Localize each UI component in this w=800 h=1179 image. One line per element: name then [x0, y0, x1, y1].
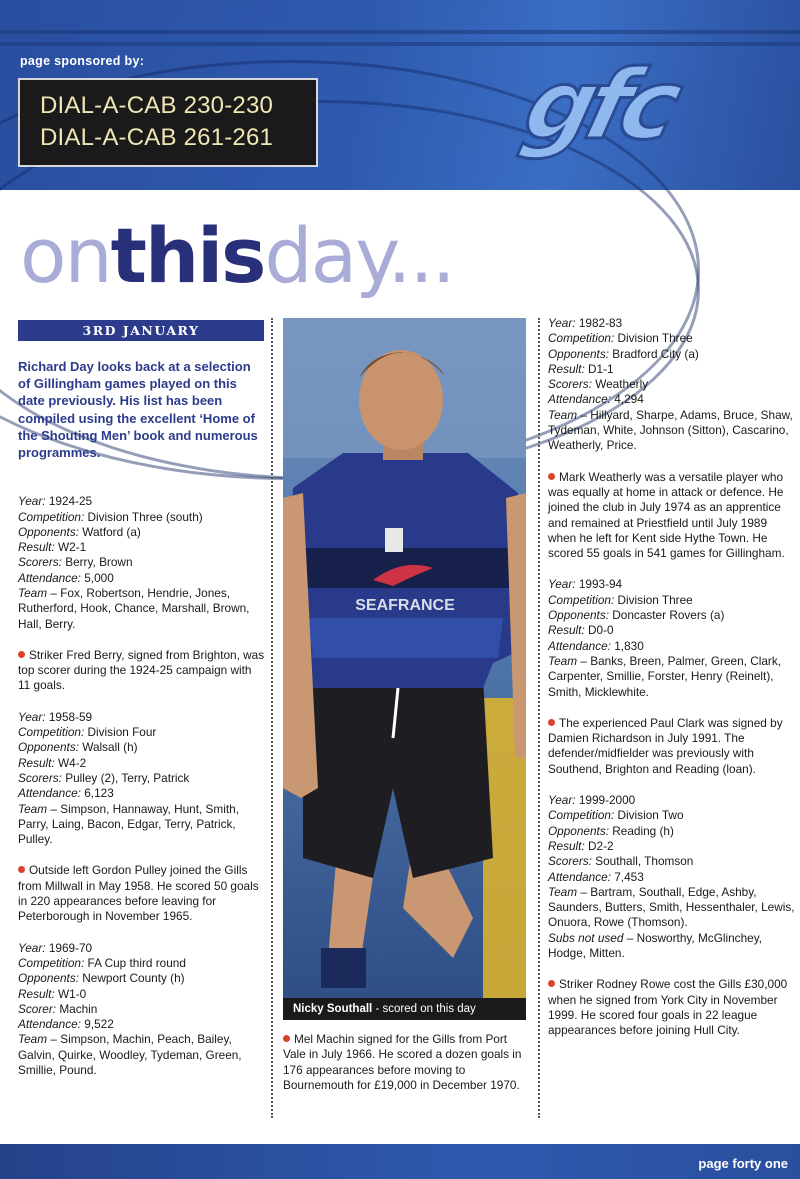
bullet-icon	[548, 473, 555, 480]
date-heading: 3RD JANUARY	[18, 320, 264, 341]
entry-note: Striker Fred Berry, signed from Brighton, was top scorer during the 1924-25 campaign with 11 goals.	[18, 647, 265, 693]
team-row: Team – Simpson, Hannaway, Hunt, Smith, Parry, Laing, Bacon, Edgar, Terry, Patrick, Pulley.	[18, 801, 239, 847]
title-part-on: on	[20, 211, 111, 300]
entry-note: Striker Rodney Rowe cost the Gills £30,000 when he signed from York City in November 1999. He scored four goals in 22 league appearances before joining Hull City.	[548, 977, 788, 1038]
competition-row: Competition: FA Cup third round	[18, 955, 186, 970]
year-row: Year: 1993-94	[548, 577, 623, 592]
entry-note: Mark Weatherly was a versatile player who was equally at home in attack or defence. He joined the club in July 1974 as an apprentice and remained at Priestfield until July 1989 when he left for Kent side Hythe Town. He scored 55 goals in 541 games for Gillingham.	[548, 469, 785, 561]
match-entry	[18, 941, 266, 1079]
opponents-row: Opponents: Bradford City (a)	[548, 346, 699, 361]
club-logo	[513, 20, 795, 180]
team-row: Team – Hillyard, Sharpe, Adams, Bruce, Shaw, Tydeman, White, Johnson (Sitton), Cascarino, Weatherly, Price.	[548, 407, 793, 453]
year-row: Year: 1958-59	[18, 709, 93, 724]
attendance-row: Attendance: 4,294	[548, 392, 644, 407]
competition-row: Competition: Division Four	[18, 725, 157, 740]
opponents-row: Opponents: Newport County (h)	[18, 971, 185, 986]
caption-text: - scored on this day	[375, 1003, 476, 1015]
page-number: page forty one	[698, 1156, 788, 1171]
result-row: Result: D0-0	[548, 623, 614, 638]
caption-name: Nicky Southall	[293, 1003, 373, 1015]
page-title	[20, 206, 454, 306]
column-divider	[271, 318, 273, 1118]
opponents-row: Opponents: Walsall (h)	[18, 740, 138, 755]
shirt-sponsor-text: SEAFRANCE	[355, 597, 455, 614]
match-entry	[548, 793, 796, 961]
attendance-row: Attendance: 6,123	[18, 786, 114, 801]
opponents-row: Opponents: Doncaster Rovers (a)	[548, 608, 725, 623]
sponsor-label: page sponsored by:	[20, 54, 145, 68]
scorers-row: Scorers: Weatherly	[548, 377, 649, 392]
sponsor-line: DIAL-A-CAB 261-261	[40, 124, 274, 151]
bullet-icon	[18, 651, 25, 658]
bullet-icon	[283, 1035, 290, 1042]
title-part-day: day...	[264, 211, 454, 300]
player-photo	[283, 318, 526, 998]
attendance-row: Attendance: 9,522	[18, 1017, 114, 1032]
competition-row: Competition: Division Three	[548, 592, 693, 607]
attendance-row: Attendance: 1,830	[548, 638, 644, 653]
team-row: Team – Fox, Robertson, Hendrie, Jones, Rutherford, Hook, Chance, Marshall, Brown, Hall, Berry.	[18, 586, 250, 631]
sponsor-line: DIAL-A-CAB 230-230	[40, 92, 274, 119]
scorers-row: Scorers: Pulley (2), Terry, Patrick	[18, 770, 190, 785]
year-row: Year: 1982-83	[548, 316, 623, 330]
bullet-icon	[18, 866, 25, 873]
scorers-row: Scorers: Southall, Thomson	[548, 854, 694, 869]
team-row: Team – Banks, Breen, Palmer, Green, Clark, Carpenter, Smillie, Forster, Henry (Reinelt), Smith, Micklewhite.	[548, 653, 781, 699]
match-entry	[548, 577, 796, 699]
result-row: Result: D2-2	[548, 838, 614, 853]
sponsor-box	[18, 78, 318, 167]
entry-note: Mel Machin signed for the Gills from Port Vale in July 1966. He scored a dozen goals in 176 appearances before moving to Bournemouth for £19,000 in December 1970.	[283, 1032, 522, 1092]
team-row: Team – Simpson, Machin, Peach, Bailey, Galvin, Quirke, Woodley, Tydeman, Green, Smillie, Pound.	[18, 1032, 242, 1078]
opponents-row: Opponents: Watford (a)	[18, 524, 141, 539]
bullet-icon	[548, 980, 555, 987]
photo-caption	[283, 998, 526, 1020]
column-divider	[538, 318, 540, 1118]
scorer-row: Scorer: Machin	[18, 1001, 98, 1016]
title-part-this: this	[110, 211, 265, 300]
scorers-row: Scorers: Berry, Brown	[18, 555, 133, 570]
match-entry	[18, 710, 266, 848]
attendance-row: Attendance: 7,453	[548, 869, 644, 884]
result-row: Result: W4-2	[18, 755, 87, 770]
team-row: Team – Bartram, Southall, Edge, Ashby, Saunders, Butters, Smith, Hessenthaler, Lewis, Onuora, Rowe (Thomson).	[548, 884, 795, 930]
logo-text: gfc	[513, 49, 686, 161]
opponents-row: Opponents: Reading (h)	[548, 823, 674, 838]
entry-note: The experienced Paul Clark was signed by Damien Richardson in July 1991. The defender/midfielder was previously with Southend, Brighton and Reading (loan).	[548, 715, 783, 776]
intro-text: Richard Day looks back at a selection of Gillingham games played on this date previously. His list has been compiled using the excellent ‘Home of the Shouting Men’ book and numerous programmes.	[18, 359, 258, 461]
bullet-icon	[548, 719, 555, 726]
result-row: Result: W1-0	[18, 986, 87, 1001]
result-row: Result: D1-1	[548, 361, 614, 376]
entry-note: Outside left Gordon Pulley joined the Gills from Millwall in May 1958. He scored 50 goals in 220 appearances before leaving for Peterborough in November 1965.	[18, 863, 259, 924]
competition-row: Competition: Division Three	[548, 331, 693, 346]
result-row: Result: W2-1	[18, 540, 87, 555]
attendance-row: Attendance: 5,000	[18, 570, 114, 585]
year-row: Year: 1999-2000	[548, 793, 636, 808]
header-banner	[0, 0, 800, 190]
subs-row: Subs not used – Nosworthy, McGlinchey, Hodge, Mitten.	[548, 930, 762, 960]
left-column	[18, 358, 266, 1094]
year-row: Year: 1969-70	[18, 940, 93, 955]
competition-row: Competition: Division Three (south)	[18, 509, 203, 524]
year-row: Year: 1924-25	[18, 494, 93, 509]
footer-bar	[0, 1144, 800, 1179]
match-entry	[548, 316, 796, 454]
match-entry	[18, 494, 266, 632]
right-column	[548, 316, 796, 1054]
competition-row: Competition: Division Two	[548, 808, 684, 823]
